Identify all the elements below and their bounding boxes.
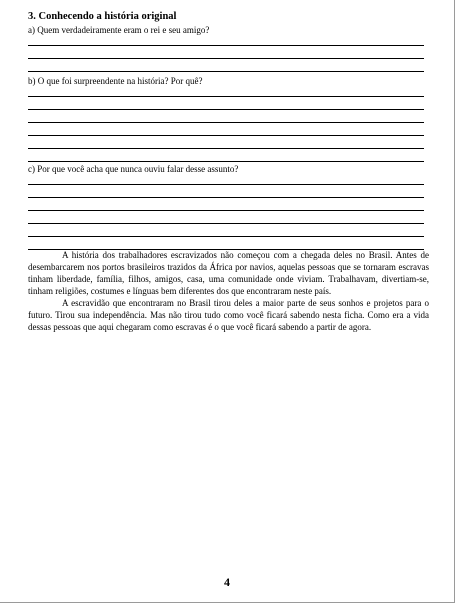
paragraph-1: A história dos trabalhadores escravizados não começou com a chegada deles no Brasil. Antes de desembarcarem nos portos brasileiros trazidos da África por navios, aquelas pessoas que se tornaram escravas tinham liberdade, família, filhos, amigos, casa, uma comunidade onde viviam. Trabalhavam, divertiam-se, tinham religiões, costumes e línguas bem diferentes dos que encontraram neste país. bbox=[28, 250, 429, 296]
answer-line[interactable] bbox=[28, 210, 424, 211]
answer-line[interactable] bbox=[28, 236, 424, 237]
reading-text bbox=[28, 249, 429, 333]
answer-line[interactable] bbox=[28, 109, 424, 110]
paragraph-2: A escravidão que encontraram no Brasil tirou deles a maior parte de seus sonhos e projetos para o futuro. Tirou sua independência. Mas não tirou tudo como você ficará sabendo nesta ficha. Como era a vida dessas pessoas que aqui chegaram como escravas é o que você ficará sabendo a partir de agora. bbox=[28, 298, 429, 332]
answer-line[interactable] bbox=[28, 135, 424, 136]
answer-line[interactable] bbox=[28, 161, 424, 162]
answer-line[interactable] bbox=[28, 148, 424, 149]
answer-line[interactable] bbox=[28, 122, 424, 123]
section-heading: 3. Conhecendo a história original bbox=[28, 11, 177, 22]
answer-line[interactable] bbox=[28, 197, 424, 198]
answer-line[interactable] bbox=[28, 184, 424, 185]
answer-line[interactable] bbox=[28, 71, 424, 72]
question-a-label: a) Quem verdadeiramente eram o rei e seu amigo? bbox=[28, 25, 210, 35]
answer-line[interactable] bbox=[28, 223, 424, 224]
question-b-label: b) O que foi surpreendente na história? Por quê? bbox=[28, 76, 203, 86]
question-c-label: c) Por que você acha que nunca ouviu falar desse assunto? bbox=[28, 164, 239, 174]
page-number: 4 bbox=[224, 575, 230, 589]
answer-line[interactable] bbox=[28, 45, 424, 46]
answer-line[interactable] bbox=[28, 96, 424, 97]
answer-line[interactable] bbox=[28, 58, 424, 59]
